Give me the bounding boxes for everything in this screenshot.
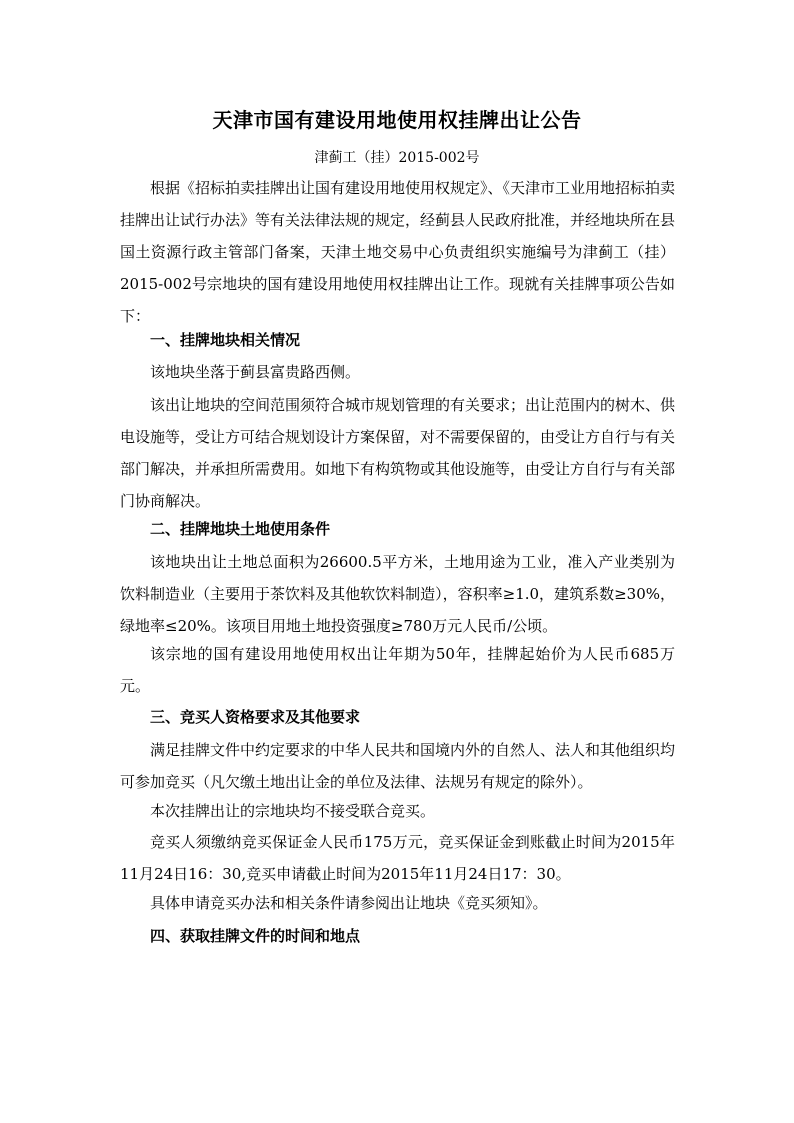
page-title: 天津市国有建设用地使用权挂牌出让公告 <box>212 108 582 132</box>
section-3-paragraph-2: 本次挂牌出让的宗地块均不接受联合竞买。 <box>150 802 436 820</box>
section-2-paragraph-1: 该地块出让土地总面积为26600.5平方米，土地用途为工业，准入产业类别为饮料制造业（主要用于茶饮料及其他软饮料制造），容积率≥1.0，建筑系数≥30%，绿地率≤20%。该项目用地土地投资强度≥780万元人民币/公顷。 <box>120 553 675 635</box>
section-1-paragraph-2: 该出让地块的空间范围须符合城市规划管理的有关要求；出让范围内的树木、供电设施等，受让方可结合规划设计方案保留，对不需要保留的，由受让方自行与有关部门解决，并承担所需费用。如地下有构筑物或其他设施等，由受让方自行与有关部门协商解决。 <box>120 396 676 510</box>
section-heading-2: 二、挂牌地块土地使用条件 <box>150 520 331 538</box>
section-1-paragraph-1: 该地块坐落于蓟县富贵路西侧。 <box>150 363 361 381</box>
section-3-paragraph-4: 具体申请竞买办法和相关条件请参阅出让地块《竞买须知》。 <box>150 894 548 912</box>
section-heading-1: 一、挂牌地块相关情况 <box>150 331 301 349</box>
section-3-paragraph-1: 满足挂牌文件中约定要求的中华人民共和国境内外的自然人、法人和其他组织均可参加竞买（凡欠缴土地出让金的单位及法律、法规另有规定的除外）。 <box>120 741 676 791</box>
intro-paragraph: 根据《招标拍卖挂牌出让国有建设用地使用权规定》、《天津市工业用地招标拍卖挂牌出让试行办法》等有关法律法规的规定，经蓟县人民政府批准，并经地块所在县国土资源行政主管部门备案，天津土地交易中心负责组织实施编号为津蓟工（挂）2015-002号宗地块的国有建设用地使用权挂牌出让工作。现就有关挂牌事项公告如下： <box>120 179 676 325</box>
section-3-paragraph-3: 竞买人须缴纳竞买保证金人民币175万元，竞买保证金到账截止时间为2015年11月24日16：30,竞买申请截止时间为2015年11月24日17：30。 <box>120 833 675 883</box>
document-number: 津蓟工（挂）2015-002号 <box>314 150 480 166</box>
section-heading-3: 三、竞买人资格要求及其他要求 <box>150 708 361 726</box>
section-2-paragraph-2: 该宗地的国有建设用地使用权出让年期为50年，挂牌起始价为人民币685万元。 <box>120 645 675 695</box>
section-heading-4: 四、获取挂牌文件的时间和地点 <box>150 927 361 945</box>
